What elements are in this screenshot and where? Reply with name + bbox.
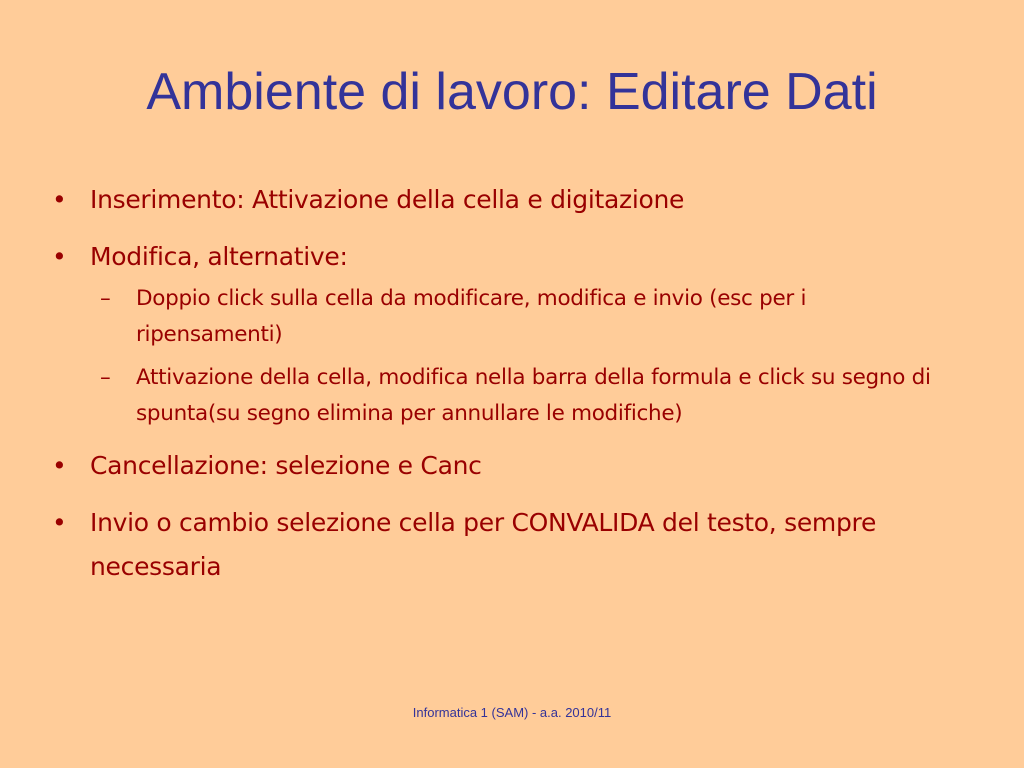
bullet-marker: • [52, 242, 67, 271]
bullet-marker: • [52, 185, 67, 214]
slide-footer: Informatica 1 (SAM) - a.a. 2010/11 [412, 705, 612, 720]
bullet-item [52, 178, 972, 222]
bullet-item [52, 235, 972, 279]
bullet-item [52, 444, 972, 488]
sub-bullet-item [52, 281, 972, 353]
sub-bullet-item [52, 360, 972, 432]
bullet-marker: • [52, 508, 67, 537]
sub-bullet-text: Attivazione della cella, modifica nella barra della formula e click su segno di spunta(su segno elimina per annullare le modifiche) [136, 365, 931, 426]
sub-bullet-text: Doppio click sulla cella da modificare, modifica e invio (esc per i ripensamenti) [136, 286, 807, 347]
dash-marker: – [100, 286, 111, 311]
sub-bullet-list [52, 281, 972, 432]
slide-title: Ambiente di lavoro: Editare Dati [146, 63, 878, 121]
bullet-marker: • [52, 451, 67, 480]
dash-marker: – [100, 365, 111, 390]
bullet-list [52, 178, 972, 602]
bullet-text: Inserimento: Attivazione della cella e digitazione [90, 185, 685, 214]
bullet-text: Cancellazione: selezione e Canc [90, 451, 482, 480]
bullet-text: Modifica, alternative: [90, 242, 348, 271]
bullet-item [52, 501, 972, 589]
bullet-text: Invio o cambio selezione cella per CONVALIDA del testo, sempre necessaria [90, 508, 877, 581]
